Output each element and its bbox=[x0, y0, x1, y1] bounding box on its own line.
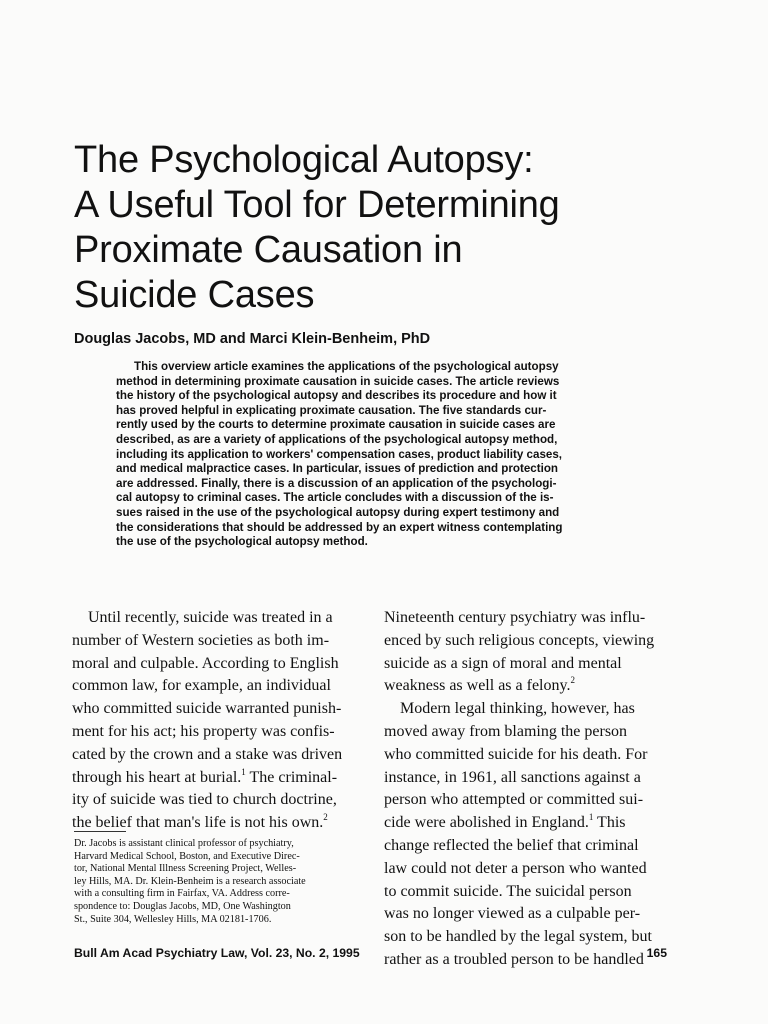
body-line: ment for his act; his property was confis- bbox=[72, 722, 335, 740]
body-line: common law, for example, an individual bbox=[72, 677, 331, 695]
body-column-right bbox=[384, 607, 672, 972]
article-title bbox=[74, 138, 714, 318]
journal-citation: Bull Am Acad Psychiatry Law, Vol. 23, No. 2, 1995 bbox=[74, 946, 360, 960]
footnote-line: with a consulting firm in Fairfax, VA. Address corre- bbox=[74, 888, 290, 900]
body-line: law could not deter a person who wanted bbox=[384, 859, 647, 877]
footnote-line: spondence to: Douglas Jacobs, MD, One Washington bbox=[74, 900, 291, 912]
footnote-line: ley Hills, MA. Dr. Klein-Benheim is a research associate bbox=[74, 875, 306, 887]
title-line: A Useful Tool for Determining bbox=[74, 184, 560, 226]
body-line: Nineteenth century psychiatry was influ- bbox=[384, 609, 646, 626]
body-line: moral and culpable. According to English bbox=[72, 654, 339, 672]
body-line: instance, in 1961, all sanctions against a bbox=[384, 768, 641, 786]
body-line: to commit suicide. The suicidal person bbox=[384, 882, 632, 900]
body-line: who committed suicide for his death. For bbox=[384, 745, 648, 763]
abstract-line: the history of the psychological autopsy and describes its procedure and how it bbox=[116, 389, 557, 403]
footnote-line: St., Suite 304, Wellesley Hills, MA 02181-1706. bbox=[74, 913, 272, 925]
body-line: who committed suicide warranted punish- bbox=[72, 700, 342, 718]
body-line bbox=[384, 812, 672, 835]
footnote-line: Dr. Jacobs is assistant clinical professor of psychiatry, bbox=[74, 838, 294, 849]
body-line: change reflected the belief that criminal bbox=[384, 836, 639, 854]
body-line: number of Western societies as both im- bbox=[72, 631, 330, 649]
body-text: This bbox=[593, 814, 626, 832]
body-line: rather as a troubled person to be handled bbox=[384, 950, 644, 968]
title-line: The Psychological Autopsy: bbox=[74, 139, 534, 181]
abstract-line: the use of the psychological autopsy method. bbox=[116, 535, 368, 549]
citation-superscript: 2 bbox=[570, 675, 575, 686]
footnote-line: tor, National Mental Illness Screening Project, Welles- bbox=[74, 863, 297, 875]
abstract-line: method in determining proximate causation in suicide cases. The article reviews bbox=[116, 374, 560, 388]
body-line bbox=[384, 675, 672, 698]
body-line: Until recently, suicide was treated in a bbox=[88, 609, 333, 626]
citation-superscript: 2 bbox=[323, 812, 328, 823]
body-column-left bbox=[72, 607, 360, 835]
body-text: through his heart at burial. bbox=[72, 768, 242, 786]
body-text: weakness as well as a felony. bbox=[384, 677, 571, 695]
author-line: Douglas Jacobs, MD and Marci Klein-Benheim, PhD bbox=[74, 331, 431, 347]
body-line: ity of suicide was tied to church doctrine, bbox=[72, 791, 337, 809]
body-line: suicide as a sign of moral and mental bbox=[384, 654, 622, 672]
body-line: son to be handled by the legal system, but bbox=[384, 928, 652, 946]
body-text: cide were abolished in England. bbox=[384, 814, 589, 832]
abstract-line: described, as are a variety of applications of the psychological autopsy method, bbox=[116, 432, 558, 446]
abstract-line: has proved helpful in explicating proximate causation. The five standards cur- bbox=[116, 403, 547, 417]
title-line: Proximate Causation in bbox=[74, 229, 463, 271]
author-footnote bbox=[74, 838, 364, 926]
body-line: moved away from blaming the person bbox=[384, 722, 628, 740]
body-line: person who attempted or committed sui- bbox=[384, 791, 644, 809]
abstract-line: This overview article examines the applications of the psychological autopsy bbox=[134, 360, 559, 373]
body-line: enced by such religious concepts, viewing bbox=[384, 631, 655, 649]
abstract-line: are addressed. Finally, there is a discussion of an application of the psychologi- bbox=[116, 476, 557, 490]
body-line bbox=[72, 767, 360, 790]
abstract-line: rently used by the courts to determine proximate causation in suicide cases are bbox=[116, 418, 556, 432]
title-line: Suicide Cases bbox=[74, 274, 315, 316]
citation-superscript: 1 bbox=[241, 766, 246, 777]
abstract-line: including its application to workers' compensation cases, product liability cases, bbox=[116, 447, 563, 461]
abstract-line: cal autopsy to criminal cases. The article concludes with a discussion of the is- bbox=[116, 491, 554, 505]
body-text: the belief that man's life is not his own. bbox=[72, 814, 324, 832]
abstract bbox=[116, 360, 638, 550]
body-line: cated by the crown and a stake was driven bbox=[72, 745, 343, 763]
body-line: was no longer viewed as a culpable per- bbox=[384, 905, 641, 923]
abstract-line: sues raised in the use of the psychological autopsy during expert testimony and bbox=[116, 505, 560, 519]
citation-superscript: 1 bbox=[588, 812, 594, 823]
abstract-line: and medical malpractice cases. In particular, issues of prediction and protection bbox=[116, 462, 558, 476]
body-text: The criminal- bbox=[245, 768, 338, 786]
abstract-line: the considerations that should be addressed by an expert witness contemplating bbox=[116, 520, 563, 534]
body-line: Modern legal thinking, however, has bbox=[400, 700, 635, 718]
page-number: 165 bbox=[646, 946, 667, 960]
footnote-line: Harvard Medical School, Boston, and Executive Direc- bbox=[74, 850, 300, 862]
footnote-divider bbox=[74, 831, 126, 832]
